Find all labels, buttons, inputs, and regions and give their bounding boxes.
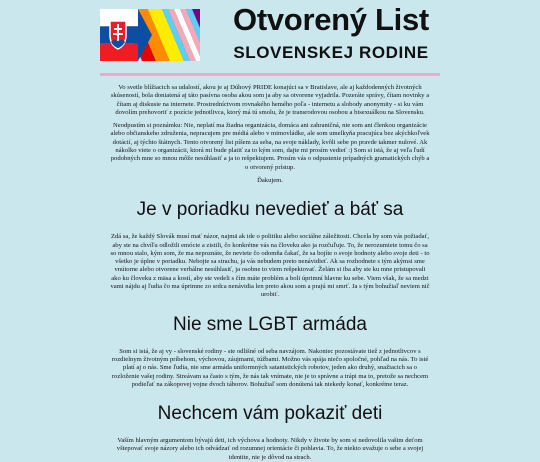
- section-heading-1: Je v poriadku nevedieť a báť sa: [136, 199, 404, 221]
- section-heading-3: Nechcem vám pokaziť deti: [157, 403, 383, 425]
- section-body-3: Vaším hlavným argumentom bývajú deti, ich výchova a hodnoty. Nikdy v živote by som si nedovolila vašim deťom vštepovať svoje názory alebo ich odvádzať od rozumnej orientácie či pohlavia. To, že niekto uvažuje o sebe a svojej identite, nie je dôvod na strach.: [116, 437, 424, 461]
- page-title: Otvorený List: [233, 2, 429, 37]
- section-body-1: Zdá sa, že každý Slovák musí mať názor, najmä ak ide o politiku alebo sociálne záležitosti. Chcela by som vás požiadať, aby ste na chvíľu odložili emócie a zistili, čo konkrétne vás na človeku ako ja rozčuľuje. To, že nerozumiete tomu čo sa so mnou stalo, kým som, že ma nepoznáte, že neviete čo odomňa čakať, že sa bojíte o svoje hodnoty alebo svoje deti - to všetko je úplne v poriadku. Nebojte sa strachu, ja vás nebudem preto nenávidieť. Ak sa rozhodnete s tým akýmsi sme vnútorne alebo otvorene verbálne nesúhlasiť, ja osobne to viem rešpektovať. Želám si iba aby ste ku mne pristupovali ako ku človeku z mäsa a kostí, aby ste vedeli s čím máte problém a boli úprimní hlavne ku sebe. Viem však, že sa medzi vami nájdu aj ľudia čo ma úprimne zo srdca nenávidia len preto akou som a prajú mi smrť. Ja s tým bohužiaľ neviem nič urobiť.: [110, 233, 430, 299]
- intro-paragraph-2: Neodpustím si poznámku: Nie, neplatí ma žiadna organizácia, domáca ani zahraničná, nie som ani členkou organizácie alebo občianskeho združenia, nepracujem pre médiá alebo v mimovládke, ale som umelkyňa pracujúca bez akýchkoľvek dotácií, aj týchto štátnych. Tento otvorený list píšem za seba, na svoje náklady, kvôli sebe po pravde takmer nulové. Ak nákolko viete o organizácii, ktorá mi bude platiť za to kým som, dajte mi prosím vedieť :) Som si istá, že aj veľa ľudí podobných mne so mnou môže nesúhlasiť a ja to rešpektujem. Prosím vás o odpustenie prípadných gramatických chýb a o otvorený prístup.: [110, 122, 430, 171]
- header: [0, 0, 540, 66]
- page-subtitle: SLOVENSKEJ RODINE: [233, 43, 429, 62]
- flag-logo: [100, 9, 200, 66]
- signoff: Ďakujem.: [257, 176, 283, 184]
- section-body-2: Som si istá, že aj vy - slovenské rodiny - ste odlišné od seba navzájom. Nakoniec pozostávate tiež z jednotlivcov s rozdielnym životným príbehom, výchovou, záujmami, túžbami. Možno vás spája niečo spoločné, pohľad na nás. To isté platí aj o nás. Sme ľudia, nie sme armáda uniformných satanistických robotov, jeden ako druhý, snažiacich sa o rozloženie vašej rodiny. Streávam sa často s tým, že nás tak vnímate, nie je to správne a trápi ma to, pretože sa nechcem podieľať na zákopovej vojne dvoch táborov. Bohužiaľ som donútená tak niekedy konať, konkrétne teraz.: [111, 347, 429, 388]
- pride-flag-icon: [100, 9, 200, 61]
- title-block: [222, 3, 440, 63]
- section-heading-2: Nie sme LGBT armáda: [173, 313, 367, 335]
- pink-divider: [100, 73, 440, 76]
- intro-paragraph-1: Vo svetle blížiacich sa udalostí, akou je aj Dúhový PRIDE konajúci sa v Bratislave, ale aj každodenných životných skúseností, bola doniatená aj táto pasívna osoba akou som ja aby sa otvorene vyjadrila. Pozeráte správy, čítam novinky a čítam aj diskusie na internete. Prostredníctvom rovnakého hemého poľa - internetu a slobody anonymity - si ku vám dovolím prehovoriť z pozície jednotlivca, ktorý má tú smolu, že je transrodovou osobou a bisexuálkou na Slovensku.: [110, 84, 430, 116]
- letter-content: [110, 84, 430, 462]
